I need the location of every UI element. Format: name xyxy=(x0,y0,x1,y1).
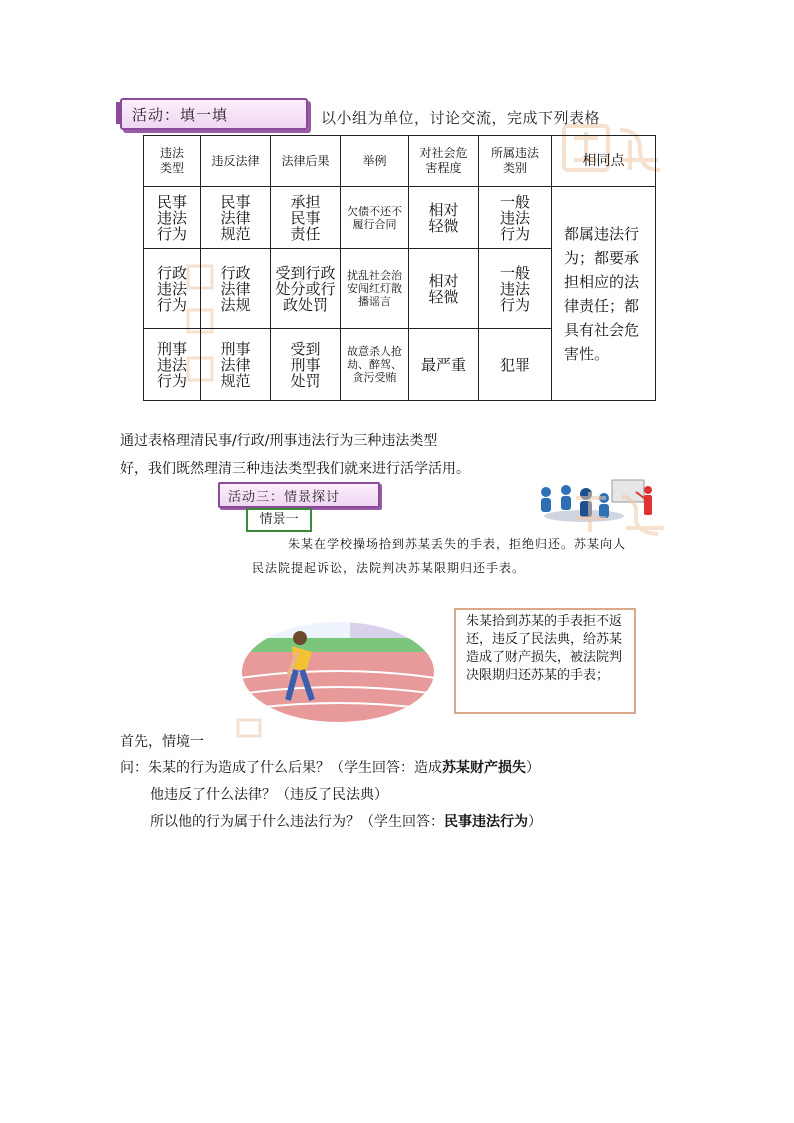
table-header: 所属违法类别 xyxy=(479,136,552,187)
summary-paragraph: 通过表格理清民事/行政/刑事违法行为三种违法类型 xyxy=(120,433,438,449)
table-cell: 民事法律规范 xyxy=(201,187,271,249)
qa-question-3: 所以他的行为属于什么违法行为？（学生回答：民事违法行为） xyxy=(150,814,542,830)
table-cell: 相对轻微 xyxy=(409,249,479,329)
table-header: 违反法律 xyxy=(201,136,271,187)
table-cell: 受到行政处分或行政处罚 xyxy=(271,249,341,329)
table-header-row xyxy=(144,136,656,187)
activity-title: 活动：填一填 xyxy=(132,106,229,124)
scenario-text: 朱某在学校操场拾到苏某丢失的手表，拒绝归还。苏某向人民法院提起诉讼，法院判决苏某限期归还手表。 xyxy=(252,537,627,575)
qa-question-2: 他违反了什么法律？（违反了民法典） xyxy=(150,787,388,803)
scenario-analysis-box: 朱某拾到苏某的手表拒不返还，违反了民法典，给苏某造成了财产损失，被法院判决限期归还苏某的手表； xyxy=(454,608,636,714)
table-cell: 最严重 xyxy=(409,329,479,401)
law-types-table xyxy=(143,135,656,401)
qa-intro: 首先，情境一 xyxy=(120,734,204,750)
activity3-banner xyxy=(218,482,380,508)
table-cell: 行政法律法规 xyxy=(201,249,271,329)
banner-tab xyxy=(116,102,122,124)
table-common-points: 都属违法行为；都要承担相应的法律责任；都具有社会危害性。 xyxy=(552,187,656,401)
table-cell: 一般违法行为 xyxy=(479,187,552,249)
table-cell: 一般违法行为 xyxy=(479,249,552,329)
qa-question-1: 问：朱某的行为造成了什么后果？（学生回答：造成苏某财产损失） xyxy=(120,760,540,776)
scene-label: 情景一 xyxy=(246,508,312,532)
table-header: 对社会危害程度 xyxy=(409,136,479,187)
table-header: 举例 xyxy=(341,136,409,187)
table-cell: 欠债不还不履行合同 xyxy=(341,187,409,249)
table-header: 法律后果 xyxy=(271,136,341,187)
table-header: 违法类型 xyxy=(144,136,201,187)
table-cell: 故意杀人抢劫、醉驾、贪污受贿 xyxy=(341,329,409,401)
activity3-title: 活动三：情景探讨 xyxy=(228,490,341,505)
seal-watermark-icon xyxy=(236,714,262,734)
table-cell: 扰乱社会治安闯红灯散播谣言 xyxy=(341,249,409,329)
table-cell: 受到刑事处罚 xyxy=(271,329,341,401)
table-row xyxy=(144,187,656,249)
table-cell: 承担民事责任 xyxy=(271,187,341,249)
playground-illustration-icon xyxy=(240,608,436,728)
table-cell: 刑事法律规范 xyxy=(201,329,271,401)
table-cell: 犯罪 xyxy=(479,329,552,401)
table-cell: 民事违法行为 xyxy=(144,187,201,249)
table-header: 相同点 xyxy=(552,136,656,187)
activity-banner xyxy=(120,98,308,130)
activity-instruction: 以小组为单位，讨论交流，完成下列表格 xyxy=(321,109,601,127)
table-cell: 行政违法行为 xyxy=(144,249,201,329)
transition-paragraph: 好，我们既然理清三种违法类型我们就来进行活学活用。 xyxy=(120,461,470,477)
table-cell: 刑事违法行为 xyxy=(144,329,201,401)
table-cell: 相对轻微 xyxy=(409,187,479,249)
